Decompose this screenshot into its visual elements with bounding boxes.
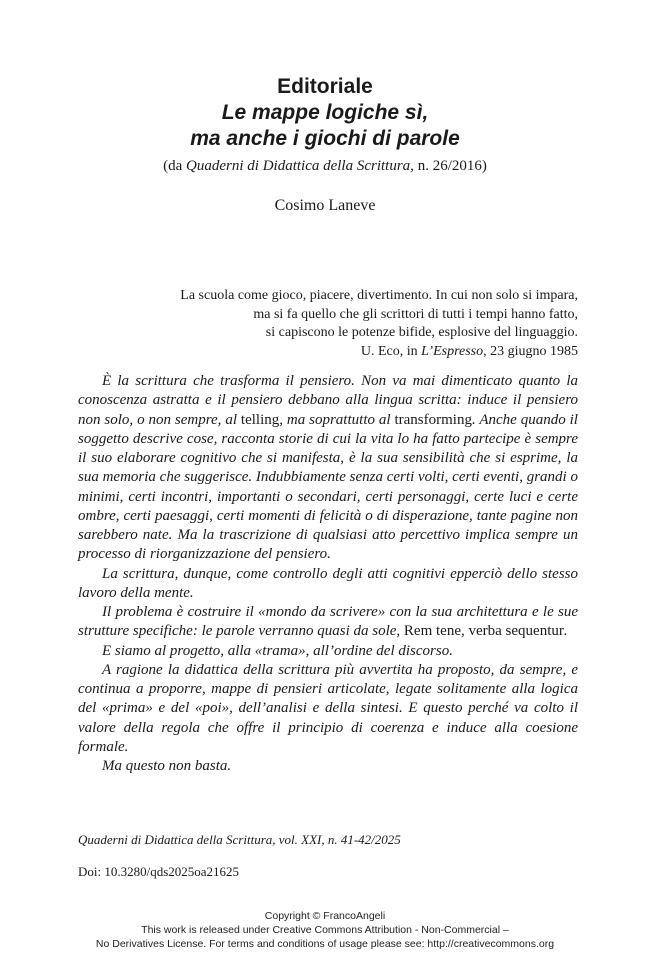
p3-part-a: Il problema è costruire il «mondo da scrivere» con la sua architettura e le sue strutture specifiche: le parole verranno quasi da sole, xyxy=(78,604,578,640)
paragraph-3 xyxy=(78,603,578,642)
paragraph-4: E siamo al progetto, alla «trama», all’ordine del discorso. xyxy=(102,642,453,659)
source-note xyxy=(0,156,650,176)
attribution-prefix: U. Eco, in xyxy=(360,343,422,359)
p1-part-b: , ma soprattutto al xyxy=(279,411,395,428)
source-prefix: (da xyxy=(163,158,187,174)
attribution-source: L’Espresso xyxy=(421,343,484,359)
footer-line-1: Copyright © FrancoAngeli xyxy=(264,910,386,922)
journal-citation: Quaderni di Didattica della Scrittura, vol. XXI, n. 41-42/2025 xyxy=(78,832,401,847)
attribution-suffix: , 23 giugno 1985 xyxy=(483,343,578,359)
copyright-footer xyxy=(0,909,650,951)
title-block xyxy=(0,74,650,216)
source-suffix: n. 26/2016) xyxy=(413,158,487,174)
epigraph-line-2: ma si fa quello che gli scrittori di tutti i tempi hanno fatto, xyxy=(253,306,578,322)
source-journal: Quaderni di Didattica della Scrittura, xyxy=(186,158,414,174)
epigraph-line-1: La scuola come gioco, piacere, divertimento. In cui non solo si impara, xyxy=(180,288,578,303)
p3-part-b: . xyxy=(563,623,568,640)
title-line-2: ma anche i giochi di parole xyxy=(190,127,460,150)
paragraph-1 xyxy=(78,372,578,565)
term-transforming: transforming xyxy=(394,411,472,428)
footer-line-2: This work is released under Creative Commons Attribution - Non-Commercial – xyxy=(141,924,509,936)
doi: Doi: 10.3280/qds2025oa21625 xyxy=(78,864,240,879)
epigraph-attribution xyxy=(78,343,578,362)
footer-line-3: No Derivatives License. For terms and conditions of usage please see: http://creativecommons.org xyxy=(95,938,555,950)
author-name: Cosimo Laneve xyxy=(274,197,376,214)
epigraph xyxy=(78,287,578,361)
epigraph-line-3: si capiscono le potenze bifide, esplosive del linguaggio. xyxy=(265,325,578,340)
paragraph-5: A ragione la didattica della scrittura più avvertita ha proposto, da sempre, e continua a proporre, mappe di pensieri articolate, legate solitamente alla logica del «prima» e del «poi», dell’analisi e della sintesi. E questo perché va colto il valore della regola che offre il principio di coerenza e induce alla coesione formale. xyxy=(78,661,578,755)
body-text xyxy=(78,372,578,776)
p1-part-c: . Anche quando il soggetto descrive cose, racconta storie di cui la vita lo ha fatto partecipe è sempre il suo elaborare cognitivo che si manifesta, è la sua sensibilità che si esprime, la sua memoria che suggerisce. Indubbiamente senza certi volti, certi eventi, grandi o minimi, certi incontri, importanti o secondari, certi personaggi, certe luci e certe ombre, certi paesaggi, certi momenti di felicità o di disperazione, tante pagine non sarebbero nate. Ma la trascrizione di qualsiasi atto percettivo implica sempre un processo di riorganizzazione del pensiero. xyxy=(78,411,578,563)
latin-quote: Rem tene, verba sequentur xyxy=(403,623,564,640)
paragraph-2: La scrittura, dunque, come controllo degli atti cognitivi epperciò dello stesso lavoro della mente. xyxy=(78,565,578,601)
title-line-1: Le mappe logiche sì, xyxy=(221,101,429,124)
paragraph-6: Ma questo non basta. xyxy=(102,758,232,774)
section-label: Editoriale xyxy=(277,75,373,98)
p1-part-a: È la scrittura che trasforma il pensiero. Non va mai dimenticato quanto la conoscenza astratta e il pensiero debbano alla lingua scritta: induce il pensiero non solo, o non sempre, al xyxy=(78,373,578,428)
term-telling: telling xyxy=(240,411,280,428)
